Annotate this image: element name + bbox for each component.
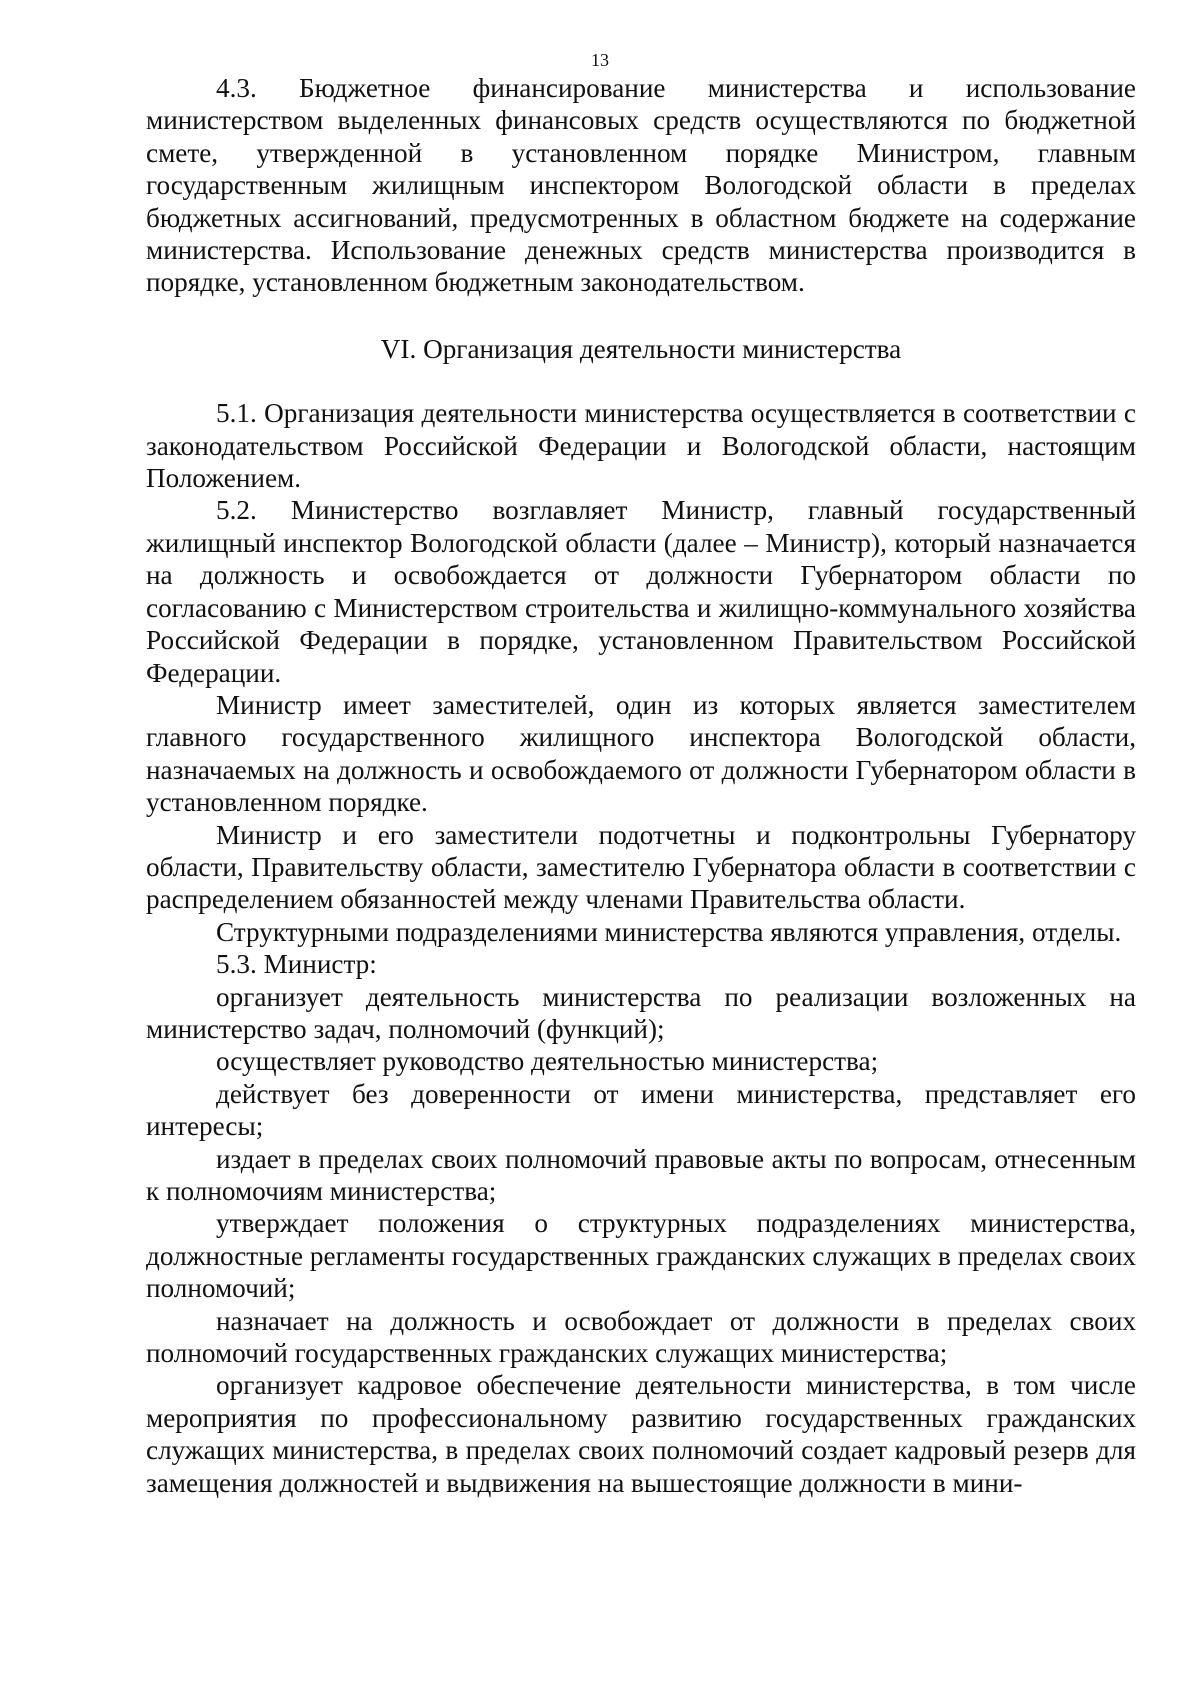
list-item-manages: осуществляет руководство деятельностью министерства; bbox=[216, 1046, 879, 1077]
list-item-acts: действует без доверенности от имени министерства, представляет его интересы; bbox=[146, 1078, 1136, 1142]
paragraph-5-3: 5.3. Министр: bbox=[216, 949, 377, 980]
paragraph-structure: Структурными подразделениями министерства являются управления, отделы. bbox=[216, 916, 1122, 947]
paragraph-5-2: 5.2. Министерство возглавляет Министр, главный государственный жилищный инспектор Вологодской области (далее – Министр), который назначается на должность и освобождается от должности Губернатором области по согласованию с Министерством строительства и жилищно-коммунального хозяйства Российской Федерации в порядке, установленном Правительством Российской Федерации. bbox=[146, 495, 1136, 688]
paragraph-deputies: Министр имеет заместителей, один из которых является заместителем главного государственного жилищного инспектора Вологодской области, назначаемых на должность и освобождаемого от должности Губернатором области в установленном порядке. bbox=[146, 689, 1136, 818]
paragraph-accountability: Министр и его заместители подотчетны и подконтрольны Губернатору области, Правительству области, заместителю Губернатора области в соответствии с распределением обязанностей между членами Правительства области. bbox=[146, 819, 1136, 915]
list-item-organizes: организует деятельность министерства по реализации возложенных на министерство задач, полномочий (функций); bbox=[146, 981, 1136, 1044]
list-item-approves: утверждает положения о структурных подразделениях министерства, должностные регламенты государственных гражданских служащих в пределах своих полномочий; bbox=[146, 1208, 1136, 1304]
document-body bbox=[146, 72, 1136, 1499]
page-number: 13 bbox=[591, 50, 609, 70]
list-item-appoints: назначает на должность и освобождает от должности в пределах своих полномочий государственных гражданских служащих министерства; bbox=[146, 1305, 1136, 1369]
paragraph-4-3: 4.3. Бюджетное финансирование министерства и использование министерством выделенных финансовых средств осуществляются по бюджетной смете, утвержденной в установленном порядке Министром, главным государственным жилищным инспектором Вологодской области в пределах бюджетных ассигнований, предусмотренных в областном бюджете на содержание министерства. Использование денежных средств министерства производится в порядке, установленном бюджетным законодательством. bbox=[146, 73, 1136, 298]
paragraph-5-1: 5.1. Организация деятельности министерства осуществляется в соответствии с законодательством Российской Федерации и Вологодской области, настоящим Положением. bbox=[146, 398, 1136, 494]
list-item-staffing: организует кадровое обеспечение деятельности министерства, в том числе мероприятия по профессиональному развитию государственных гражданских служащих министерства, в пределах своих полномочий создает кадровый резерв для замещения должностей и выдвижения на вышестоящие должности в мини- bbox=[146, 1370, 1136, 1498]
list-item-issues-acts: издает в пределах своих полномочий правовые акты по вопросам, отнесенным к полномочиям министерства; bbox=[146, 1143, 1136, 1206]
section-heading: VI. Организация деятельности министерства bbox=[380, 333, 902, 364]
